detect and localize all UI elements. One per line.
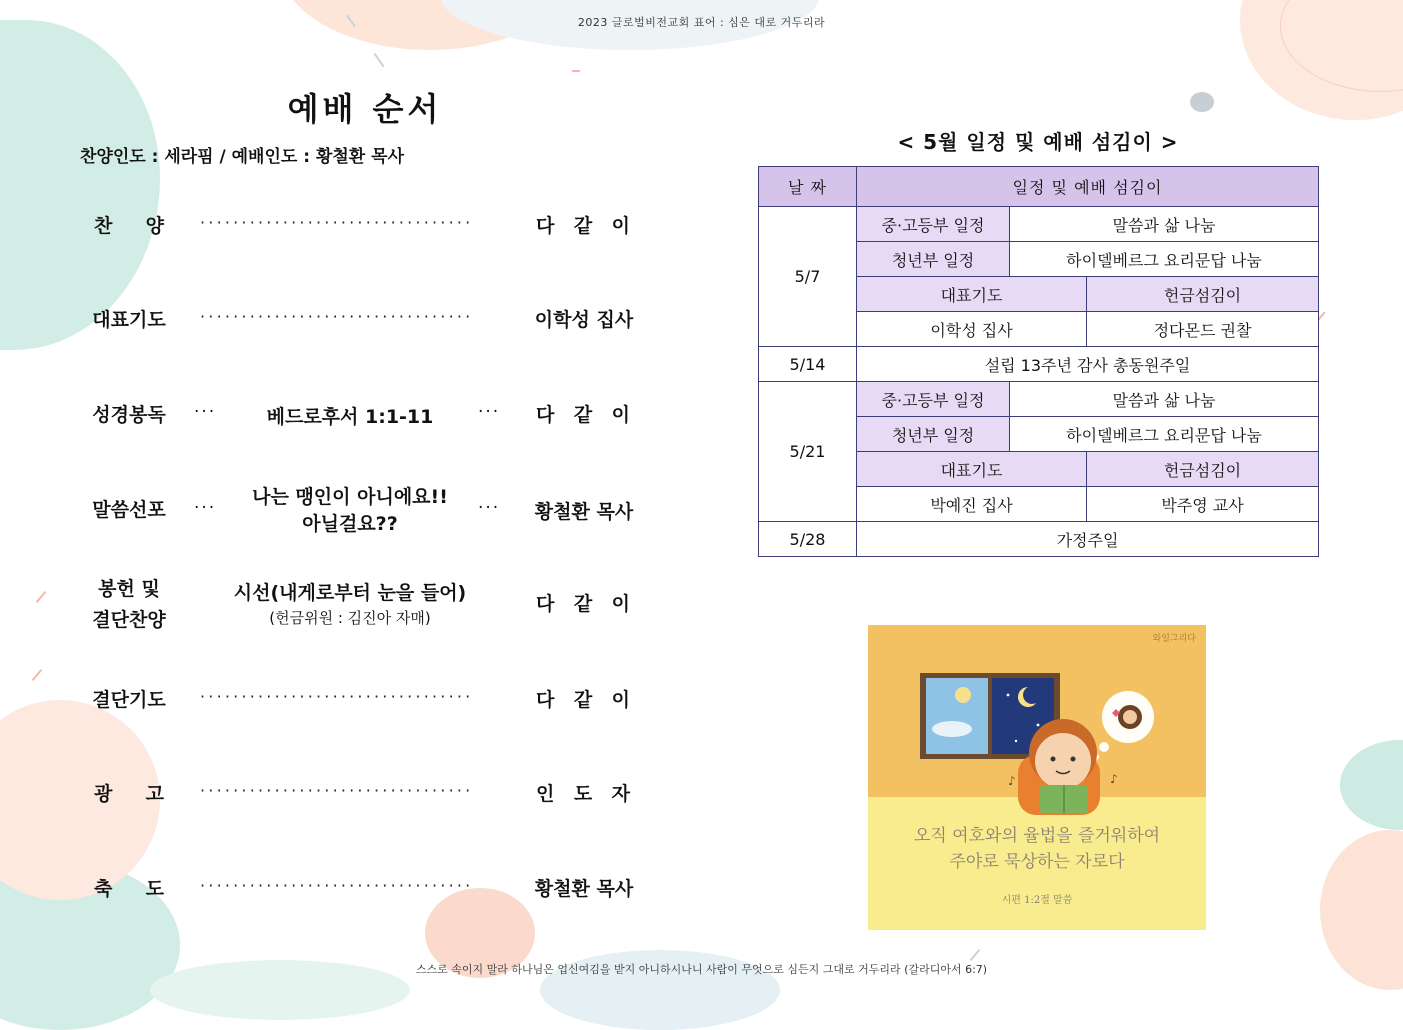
leader-dots: ································· (200, 213, 474, 232)
offering-song (228, 579, 472, 628)
worship-item-label: 축 도 (94, 878, 164, 900)
worship-item-label: 대표기도 (92, 309, 166, 331)
worship-item-label-line1: 봉헌 및 (98, 578, 160, 600)
leader-dots: ································· (200, 687, 474, 706)
worship-item-label: 성경봉독 (92, 404, 166, 426)
prayer-person: 이학성 집사 (857, 312, 1087, 347)
young-adult-schedule-label: 청년부 일정 (857, 242, 1010, 277)
music-note-icon: ♪ (1008, 774, 1016, 788)
illustration-artwork (868, 625, 1206, 930)
date-cell: 5/21 (759, 382, 857, 522)
schedule-table (758, 166, 1319, 557)
event-cell: 설립 13주년 감사 총동원주일 (857, 347, 1319, 382)
decor-dash (970, 949, 981, 961)
offering-person: 박주영 교사 (1087, 487, 1319, 522)
worship-item-offering (0, 574, 700, 636)
worship-item-performer: 황철환 목사 (534, 501, 634, 523)
schedule-title: < 5월 일정 및 예배 섬김이 > (897, 130, 1179, 154)
worship-item-label: 찬 양 (94, 215, 164, 237)
prayer-person: 박예진 집사 (857, 487, 1087, 522)
young-adult-schedule-value: 하이델베르그 요리문답 나눔 (1010, 417, 1319, 452)
sermon-title (228, 484, 472, 538)
offering-label: 헌금섬김이 (1087, 452, 1319, 487)
verse-line2: 주야로 묵상하는 자로다 (949, 852, 1125, 872)
date-cell: 5/28 (759, 522, 857, 557)
content-header: 일정 및 예배 섬김이 (857, 167, 1319, 207)
offering-committee: (헌금위원 : 김진아 자매) (269, 609, 431, 627)
prayer-label: 대표기도 (857, 277, 1087, 312)
ellipsis: ··· (478, 498, 501, 518)
offering-song-title: 시선(내게로부터 눈을 들어) (233, 582, 467, 604)
worship-item-prayer (0, 305, 700, 337)
event-cell: 가정주일 (857, 522, 1319, 557)
date-cell: 5/14 (759, 347, 857, 382)
youth-schedule-value: 말씀과 삶 나눔 (1010, 207, 1319, 242)
verse-line1: 오직 여호와의 율법을 즐거워하여 (913, 826, 1161, 846)
worship-item-label: 결단기도 (92, 689, 166, 711)
worship-item-sermon (0, 482, 700, 542)
youth-schedule-value: 말씀과 삶 나눔 (1010, 382, 1319, 417)
date-cell: 5/7 (759, 207, 857, 347)
background-blob-mint (0, 20, 160, 350)
worship-order-title: 예배 순서 (287, 90, 443, 128)
worship-item-label: 광 고 (94, 783, 164, 805)
worship-item-announcements (0, 779, 700, 811)
verse-reference: 시편 1:2절 말씀 (1001, 895, 1073, 906)
ellipsis: ··· (478, 402, 501, 422)
background-blob-mint (1340, 740, 1403, 830)
young-adult-schedule-label: 청년부 일정 (857, 417, 1010, 452)
leader-dots: ································· (200, 781, 474, 800)
decor-dash (374, 53, 385, 67)
worship-item-scripture (0, 400, 700, 432)
scripture-reference: 베드로후서 1:1-11 (266, 406, 434, 428)
scripture-illustration (868, 625, 1206, 930)
background-blob-grey (1190, 92, 1214, 112)
offering-person: 정다몬드 권찰 (1087, 312, 1319, 347)
worship-item-performer: 이학성 집사 (534, 309, 634, 331)
worship-item-decision-prayer (0, 685, 700, 717)
youth-schedule-label: 중·고등부 일정 (857, 207, 1010, 242)
leader-dots: ································· (200, 876, 474, 895)
worship-item-performer: 다 같 이 (536, 593, 630, 615)
table-row (759, 207, 1319, 242)
worship-item-performer: 다 같 이 (536, 689, 630, 711)
illustration-watermark: 와일그리다 (1152, 634, 1196, 644)
worship-item-performer: 다 같 이 (536, 404, 630, 426)
worship-item-performer: 황철환 목사 (534, 878, 634, 900)
worship-item-label (90, 574, 168, 636)
worship-item-label: 말씀선포 (92, 499, 166, 521)
sermon-title-line1: 나는 맹인이 아니에요!! (252, 486, 448, 508)
page-header-motto: 2023 글로벌비전교회 표어 : 심은 대로 거두리라 (577, 16, 826, 29)
worship-item-praise (0, 211, 700, 243)
table-row (759, 522, 1319, 557)
ellipsis: ··· (194, 498, 217, 518)
worship-item-label-line2: 결단찬양 (92, 609, 166, 631)
worship-item-performer: 인 도 자 (536, 783, 630, 805)
schedule-header-row (759, 167, 1319, 207)
offering-label: 헌금섬김이 (1087, 277, 1319, 312)
date-header: 날 짜 (759, 167, 857, 207)
sermon-title-line2: 아닐걸요?? (302, 513, 398, 535)
decor-dash (572, 70, 580, 72)
music-note-icon: ♪ (1110, 772, 1118, 786)
table-row (759, 347, 1319, 382)
leader-dots: ································· (200, 307, 474, 326)
worship-item-performer: 다 같 이 (536, 215, 630, 237)
prayer-label: 대표기도 (857, 452, 1087, 487)
page-footer-verse: 스스로 속이지 말라 하나님은 업신여김을 받지 아니하시나니 사람이 무엇으로 심든지 그대로 거두리라 (갈라디아서 6:7) (415, 963, 988, 976)
youth-schedule-label: 중·고등부 일정 (857, 382, 1010, 417)
young-adult-schedule-value: 하이델베르그 요리문답 나눔 (1010, 242, 1319, 277)
table-row (759, 382, 1319, 417)
worship-leaders: 찬양인도 : 세라핌 / 예배인도 : 황철환 목사 (80, 147, 404, 167)
worship-item-benediction (0, 874, 700, 906)
ellipsis: ··· (194, 402, 217, 422)
decor-dash (32, 669, 43, 681)
